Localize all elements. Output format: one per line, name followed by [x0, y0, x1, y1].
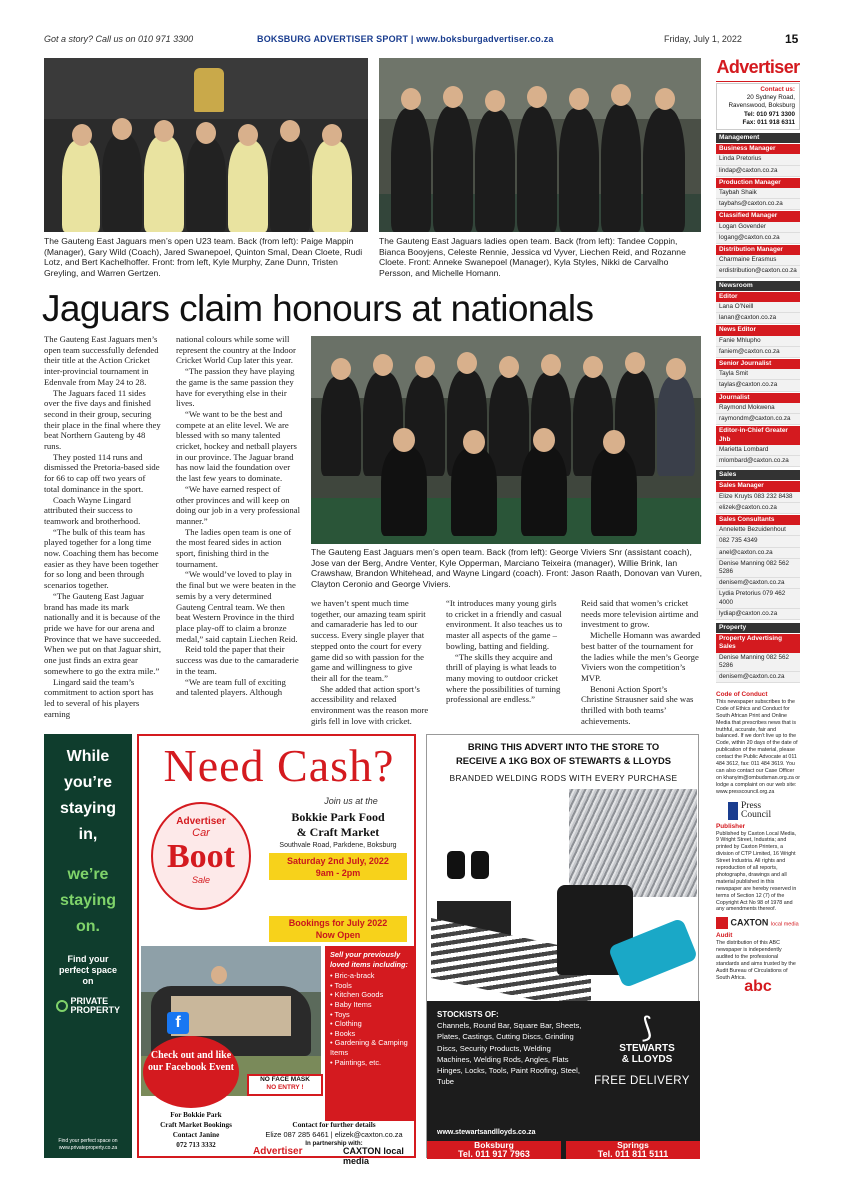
- code-of-conduct: [716, 691, 800, 995]
- tel: Tel: 010 971 3300: [744, 110, 795, 118]
- staff-line: Lydia Pretorius 079 462 4000: [716, 589, 800, 608]
- dept-heading: Property: [716, 623, 800, 633]
- paragraph: The Jaguars faced 11 sides over the five days and finished second in their group, securing their place in the final where they beat Northern Gauteng by 48 runs.: [44, 387, 161, 452]
- bullet-icon: •: [330, 999, 335, 1009]
- ad-text: staying: [59, 800, 116, 817]
- ad-footer: Find your perfect space on www.privateproperty.co.za: [58, 1138, 118, 1151]
- bullet-icon: •: [330, 1009, 335, 1019]
- bullet-icon: •: [330, 971, 335, 981]
- staff-line: Lana O’Neill: [716, 302, 800, 313]
- caxton-logo: CAXTON local media: [343, 1146, 404, 1166]
- items-list: Sell your previously loved items including: • Bric-a-brack • Tools • Kitchen Goods • Baby Items • Toys • Clothing • Books • Gardening & Camping Items • Paintings, etc.: [325, 946, 415, 1121]
- sale-item: [330, 990, 410, 1000]
- facebook-cta[interactable]: Check out and like our Facebook Event: [143, 1036, 239, 1108]
- paragraph: national colours while some will represent the country at the Indoor Cricket World Cup later this year.: [176, 334, 296, 366]
- paragraph: “The Gauteng East Jaguar brand has made its mark nationally and it is because of the pride we have for our arena and Province that we have succeeded. When we put on that Jaguar shirt, one just finds an extra gear somewhere to go the extra mile.”: [44, 590, 162, 676]
- role-heading: Production Manager: [716, 178, 800, 188]
- abc-logo: abc: [744, 977, 772, 995]
- article-column-5: [581, 598, 701, 726]
- mens-caption: The Gauteng East Jaguars men’s open team. Back (from left): George Viviers Snr (assistant coach), Jose van der Berg, Andre Venter, Kyle Opperman, Marciano Teixeira (manager), Willie Brink, Ian Crawshaw, Brandon Whitehead, and Wayne Lingard (coach). Front: Jason Raath, Donovan van Vuren, Clayton Ceronio and George Viviers.: [311, 547, 703, 589]
- sale-item: [330, 1019, 410, 1029]
- role-heading: Classified Manager: [716, 211, 800, 221]
- paragraph: Benoni Action Sport’s Christine Strausner said she was thrilled with both teams’ achievements.: [581, 683, 694, 726]
- staff-line[interactable]: logang@caxton.co.za: [716, 233, 800, 244]
- paragraph: Coach Wayne Lingard attributed their success to teamwork and brotherhood.: [44, 494, 141, 526]
- remote-icon: [447, 851, 465, 879]
- address-line: 20 Sydney Road,: [746, 94, 795, 102]
- paragraph: They posted 114 runs and dismissed the Pretoria-based side for 66 to cap off two years of total dominance in the sport.: [44, 451, 160, 494]
- sale-item: [330, 1058, 410, 1068]
- staff-line: Raymond Mokwena: [716, 403, 800, 414]
- boot-sale-ad[interactable]: [137, 734, 416, 1166]
- article-column-3: [311, 598, 429, 726]
- code-title: Code of Conduct: [716, 691, 768, 698]
- logo-text: Advertiser: [716, 57, 800, 77]
- ladies-team-photo: [379, 58, 701, 232]
- paragraph: “We are team full of exciting and talented players. Although: [176, 676, 286, 698]
- paragraph: “We would’ve loved to play in the final but we were beaten in the semis by a very determined Gauteng Central team. We then beat Western Province in the third place play-off to claim a bronze medal,” said captain Liechen Reid.: [176, 569, 298, 644]
- masthead-sidebar: [716, 52, 800, 683]
- paragraph: Michelle Homann was awarded best batter of the tournament for the ladies while the men’s George Viviers won the competition’s MVP.: [581, 630, 701, 683]
- sale-item: [330, 981, 410, 991]
- bookings-contact: For Bokkie Park Craft Market Bookings Contact Janine 072 713 3332: [160, 1111, 232, 1149]
- press-council-logo: Press Council: [728, 802, 800, 820]
- role-heading: Distribution Manager: [716, 245, 800, 255]
- staff-line[interactable]: taybahs@caxton.co.za: [716, 199, 800, 210]
- article-headline: Jaguars claim honours at nationals: [42, 288, 594, 329]
- stockists-panel: [427, 1001, 700, 1159]
- ad-line: BRING THIS ADVERT INTO THE STORE TO: [467, 741, 660, 752]
- paragraph: Reid said that women’s cricket needs more television airtime and investment to grow.: [581, 598, 699, 630]
- code-text: This newspaper subscribes to the Code of Ethics and Conduct for South African Print and Online Media that prescribes news that is truthful, accurate, fair and balanced. If we don’t live up to the Code, within 20 days of the date of publication of the material, please contact the Public Advocate at 011 484 3612, fax: 011 484 3619. You can also contact our Case Officer on khanyim@ombudsman.org.za or lodge a complaint on our web site: www.presscouncil.org.za: [716, 698, 800, 795]
- bullet-icon: •: [330, 1038, 335, 1048]
- paragraph: The Gauteng East Jaguars men’s open team successfully defended their title at the Action Cricket inter-provincial tournament in Edenvale from May 24 to 28.: [44, 334, 159, 387]
- join-us: Join us at the: [324, 796, 378, 806]
- audit-text: The distribution of this ABC newspaper is independently audited to the professional standards and aims trusted by the Audit Bureau of Circulations of South Africa.: [716, 940, 796, 981]
- staff-line: Tayla Smit: [716, 369, 800, 380]
- publisher-text: Published by Caxton Local Media, 9 Wright Street, Industria; and printed by Caxton Printers, a division of CTP Limited, 16 Wright Street Industria. All rights and reproduction of all reports, photographs, drawings and all material published in this newspaper are hereby reserved in terms of Section 12 (7) of the Copyright Act No 98 of 1978 and any amendments thereof.: [716, 830, 797, 913]
- sale-item-label: Clothing: [334, 1019, 362, 1029]
- staff-line[interactable]: mlombard@caxton.co.za: [716, 456, 800, 467]
- welding-rods-image: [569, 789, 697, 897]
- event-date-badge: Saturday 2nd July, 2022 9am - 2pm: [269, 853, 407, 880]
- paragraph: we haven’t spent much time together, our amazing team spirit and camaraderie has led to our success. Every single player that stepped onto the court for every game did so with passion for the game and willingness to give their all for the team.”: [311, 598, 426, 683]
- role-heading: Editor: [716, 292, 800, 302]
- staff-directory: [716, 133, 800, 683]
- paragraph: “We have earned respect of other provinces and will keep on doing our job in a very professional manner.”: [176, 483, 301, 526]
- ladies-caption: The Gauteng East Jaguars ladies open team. Back (from left): Tandee Coppin, Bianca Booyjens, Celeste Rennie, Jessica vd Vyver, Liechen Reid, and Rozanne Cloete. Front: Anneke Swanepoel (Manager), Kyla Styles, Nikki de Carvalho Persson, and Michelle Homann.: [379, 236, 686, 278]
- address-line: Ravenswood, Boksburg: [728, 102, 795, 110]
- staff-line: Charmaine Erasmus: [716, 255, 800, 266]
- staff-line[interactable]: lindap@caxton.co.za: [716, 166, 800, 177]
- fax: Fax: 011 918 6311: [742, 118, 795, 126]
- u23-caption: The Gauteng East Jaguars men’s open U23 team. Back (from left): Paige Mappin (Manager), Gary Wild (Coach), Jared Swanepoel, Quinton Smal, Dean Cloete, Rudi Lotz, and Bert Kachelhoffer. Front: from left, Kyle Murphy, Zane Dunn, Tristen Greyling, and Warren Gertzen.: [44, 236, 363, 278]
- sale-item-label: Kitchen Goods: [334, 990, 384, 1000]
- paragraph: “We want to be the best and compete at an elite level. We are blessed with so many talented cricket, hockey and netball players in our province. The Jaguar brand has now laid the foundation over the last few years to dominate.: [176, 408, 297, 484]
- sale-item: [330, 1029, 410, 1039]
- page-number: 15: [785, 32, 799, 46]
- facebook-icon[interactable]: f: [167, 1012, 189, 1034]
- role-heading: Senior Journalist: [716, 359, 800, 369]
- page-header: [44, 34, 800, 48]
- partner-logos: [249, 1146, 417, 1166]
- sale-item-label: Paintings, etc.: [334, 1057, 382, 1067]
- ad-line: BRANDED WELDING RODS WITH EVERY PURCHASE: [449, 773, 678, 783]
- paragraph: She added that action sport’s accessibility and relaxed environment was the reason more girls fell in love with cricket.: [311, 683, 429, 726]
- role-heading: Sales Consultants: [716, 515, 800, 525]
- press-council-icon: [728, 802, 738, 820]
- staff-line[interactable]: denisem@caxton.co.za: [716, 672, 800, 683]
- ad-line: RECEIVE A 1KG BOX OF STEWARTS & LLOYDS: [456, 755, 671, 766]
- bullet-icon: •: [330, 980, 335, 990]
- sale-item-label: Books: [334, 1028, 356, 1038]
- bookings-badge: Bookings for July 2022 Now Open: [269, 916, 407, 942]
- ad-text: in,: [78, 826, 98, 843]
- staff-line[interactable]: lydiap@caxton.co.za: [716, 609, 800, 620]
- advertiser-logo: Advertiser: [253, 1146, 303, 1157]
- dept-heading: Management: [716, 133, 800, 143]
- ad-text: we’re: [67, 866, 109, 883]
- staff-line: Denise Manning 082 562 5286: [716, 559, 800, 578]
- paragraph: Reid told the paper that their success was due to the camaraderie in the team.: [176, 644, 299, 676]
- sale-item: [330, 1010, 410, 1020]
- paragraph: “The passion they have playing the game is the same passion they have for everything else in their lives.: [176, 366, 295, 409]
- branch-boksburg: Boksburg Tel. 011 917 7963: [427, 1141, 561, 1159]
- contact-label: Contact us:: [760, 86, 795, 93]
- private-property-logo: PRIVATE PROPERTY: [44, 997, 132, 1015]
- ad-headline: Need Cash?: [163, 740, 395, 791]
- contact-block: [716, 83, 800, 130]
- sale-item-label: Toys: [334, 1009, 350, 1019]
- audit-title: Audit: [716, 932, 733, 940]
- article-column-4: [446, 598, 564, 705]
- staff-line[interactable]: denisem@caxton.co.za: [716, 578, 800, 589]
- staff-line[interactable]: erdistribution@caxton.co.za: [716, 266, 800, 277]
- role-heading: Business Manager: [716, 144, 800, 154]
- sale-item-label: Gardening & Camping Items: [330, 1038, 408, 1057]
- sale-item-label: Baby Items: [334, 999, 372, 1009]
- paragraph: “The skills they acquire and thrill of playing is what leads to many moving to outdoor cricket where the possibilities of turning professional are endless.”: [446, 651, 561, 705]
- bullet-icon: •: [330, 1028, 335, 1038]
- staff-line: Annelette Bezuidenhout: [716, 525, 800, 536]
- staff-line[interactable]: anel@caxton.co.za: [716, 548, 800, 559]
- mask-notice: NO FACE MASK NO ENTRY !: [247, 1074, 323, 1096]
- ad-text: on.: [76, 918, 100, 935]
- staff-line[interactable]: raymondm@caxton.co.za: [716, 414, 800, 425]
- stewarts-url[interactable]: www.stewartsandlloyds.co.za: [437, 1129, 536, 1136]
- ad-cta: Find your perfect space on: [58, 954, 118, 986]
- bullet-icon: •: [330, 990, 335, 1000]
- paragraph: The ladies open team is one of the most feared sides in action sport, finishing third in the tournament.: [176, 526, 292, 569]
- staff-line: 082 735 4349: [716, 536, 800, 547]
- sale-item-label: Tools: [334, 980, 352, 990]
- bullet-icon: •: [330, 1057, 335, 1067]
- section-title[interactable]: BOKSBURG ADVERTISER SPORT | www.boksburgadvertiser.co.za: [257, 34, 554, 44]
- paragraph: “It introduces many young girls to cricket in a friendly and casual environment. It also teaches us to master all aspects of the game – bowling, batting and fielding.: [446, 598, 563, 651]
- role-heading: Journalist: [716, 393, 800, 403]
- house-icon: [56, 1000, 68, 1012]
- sale-item: [330, 971, 410, 981]
- staff-line[interactable]: taylas@caxton.co.za: [716, 380, 800, 391]
- dept-heading: Newsroom: [716, 281, 800, 291]
- venue-address: Southvale Road, Parkdene, Boksburg: [279, 842, 397, 849]
- branch-springs: Springs Tel. 011 811 5111: [566, 1141, 700, 1159]
- staff-line: Marietta Lombard: [716, 445, 800, 456]
- dept-heading: Sales: [716, 470, 800, 480]
- role-heading: Editor-in-Chief Greater Jhb: [716, 426, 800, 444]
- staff-line[interactable]: lanan@caxton.co.za: [716, 313, 800, 324]
- free-delivery: FREE DELIVERY: [594, 1075, 690, 1087]
- sale-item-label: Bric-a-brack: [334, 971, 375, 981]
- stockists-list: STOCKISTS OF: Channels, Round Bar, Square Bar, Sheets, Plates, Castings, Cutting Discs, Grinding Discs, Security Products, Welding Machines, Welding Rods, Angles, Flats Hinges, Locks, Tools, Paint Roofing, Steel, Tube: [437, 1010, 582, 1087]
- sale-item: [330, 1000, 410, 1010]
- staff-line: Fanie Mhlupho: [716, 336, 800, 347]
- staff-line[interactable]: faniem@caxton.co.za: [716, 347, 800, 358]
- private-property-ad[interactable]: [44, 734, 132, 1158]
- remote-icon: [471, 851, 489, 879]
- role-heading: News Editor: [716, 325, 800, 335]
- caxton-icon: [716, 917, 728, 929]
- staff-line: Logan Govender: [716, 222, 800, 233]
- staff-line: Taybah Shaik: [716, 188, 800, 199]
- u23-team-photo: [44, 58, 368, 232]
- partnership-label: In partnership with:: [305, 1140, 363, 1147]
- ad-text: you’re: [63, 774, 112, 791]
- story-prompt: Got a story? Call us on 010 971 3300: [44, 34, 194, 44]
- stewarts-lloyds-ad[interactable]: [426, 734, 699, 1158]
- stewarts-icon: ⟆: [641, 1012, 653, 1043]
- car-boot-sale-logo: Advertiser Car Boot Sale: [151, 802, 251, 910]
- role-heading: Property Advertising Sales: [716, 634, 800, 652]
- article-column-2: [176, 334, 300, 698]
- staff-line: Linda Pretorius: [716, 154, 800, 165]
- staff-line: Denise Manning 082 562 5286: [716, 653, 800, 672]
- mens-team-photo: [311, 336, 701, 544]
- ad-text: While: [66, 748, 110, 765]
- issue-date: Friday, July 1, 2022: [664, 34, 742, 44]
- items: [330, 971, 410, 1067]
- stewarts-logo: ⟆ STEWARTS & LLOYDS: [597, 1013, 697, 1065]
- article-column-1: [44, 334, 162, 719]
- venue-name: Bokkie Park Food & Craft Market: [291, 810, 385, 839]
- sale-item: [330, 1038, 410, 1057]
- ad-text: staying: [59, 892, 116, 909]
- bullet-icon: •: [330, 1019, 335, 1029]
- paragraph: “The bulk of this team has played together for a long time now. Coaching them has become easier as they have been together for so long and been through scenarios together.: [44, 526, 159, 591]
- paragraph: Lingard said the team’s commitment to action sport has led to several of his players earning: [44, 676, 154, 719]
- further-details: Contact for further details Elize 087 285 6461 | elizek@caxton.co.za: [265, 1120, 403, 1139]
- staff-line: Elize Kruyts 083 232 8438: [716, 492, 800, 503]
- role-heading: Sales Manager: [716, 481, 800, 491]
- advertiser-logo: [716, 52, 800, 82]
- caxton-logo: CAXTON local media: [716, 917, 800, 929]
- publisher-title: Publisher: [716, 822, 746, 830]
- staff-line[interactable]: elizek@caxton.co.za: [716, 503, 800, 514]
